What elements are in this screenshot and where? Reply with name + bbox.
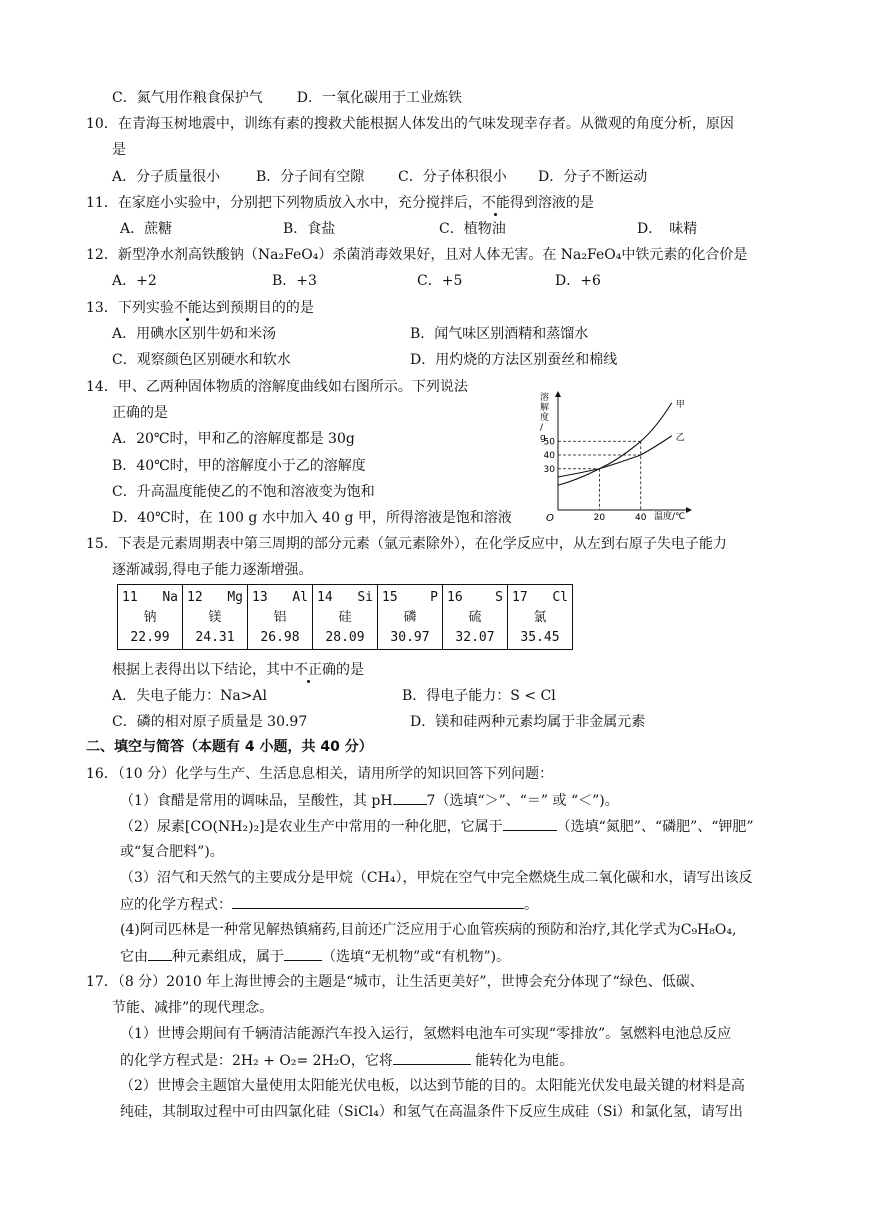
origin-label: O	[546, 513, 554, 524]
q12-stem	[86, 245, 747, 265]
element-mass: 30.97	[390, 630, 430, 645]
q10-option-a: A．分子质量很小	[112, 169, 221, 185]
element-name: 铝	[273, 610, 287, 625]
element-mass: 22.99	[130, 630, 170, 645]
q9-option-c: C．氮气用作粮食保护气	[112, 90, 263, 106]
q16-part2	[120, 816, 754, 837]
q11-stem-pre: 在家庭小实验中，分别把下列物质放入水中，充分搅拌后，	[117, 195, 482, 211]
y-tick-label-50: 50	[543, 437, 555, 448]
q16-part4-blank2[interactable]	[284, 946, 322, 961]
q16-part4-post: （选填“无机物”或“有机物”)。	[322, 949, 511, 965]
q11-stem-negation: 不能	[481, 195, 510, 211]
q14-stem-line1: 甲、乙两种固体物质的溶解度曲线如右图所示。下列说法	[117, 379, 468, 395]
element-cell-na	[118, 585, 183, 650]
q16-part3-line1: （3）沼气和天然气的主要成分是甲烷（CH₄），甲烷在空气中完全燃烧生成二氧化碳和水，请写出该反	[120, 870, 753, 886]
element-symbol: Al	[292, 590, 308, 605]
q16-part4-pre: 它由	[120, 949, 148, 965]
q16-part2-line2: 或“复合肥料”)。	[120, 844, 224, 860]
q12-number: 12．	[86, 247, 118, 263]
q15-number: 15．	[86, 536, 118, 552]
q16-part4-line2	[120, 946, 510, 967]
q14-option-c: C．升高温度能使乙的不饱和溶液变为饱和	[112, 484, 375, 500]
series-label-1: 乙	[675, 432, 685, 443]
q16-part3-blank[interactable]	[232, 894, 524, 909]
element-number-symbol	[248, 585, 312, 608]
q10-number: 10．	[86, 116, 118, 132]
element-number-symbol	[443, 585, 507, 608]
q10-stem-line2: 是	[112, 142, 126, 158]
element-number-symbol	[183, 585, 247, 608]
element-number: 14	[317, 590, 333, 605]
q13-option-b: B．闻气味区别酒精和蒸馏水	[410, 326, 589, 342]
element-number: 13	[252, 590, 268, 605]
q16-part4-line1: (4)阿司匹林是一种常见解热镇痛药,目前还广泛应用于心血管疾病的预防和治疗,其化学式为C₉H₈O₄,	[120, 922, 737, 938]
element-number-symbol	[313, 585, 377, 608]
q16-stem	[86, 764, 553, 784]
q12-option-c: C．+5	[417, 273, 463, 289]
element-symbol: P	[430, 590, 438, 605]
element-symbol: Si	[357, 590, 373, 605]
element-cell-cl	[508, 585, 573, 650]
series-line-1	[558, 436, 672, 477]
q14-number: 14．	[86, 379, 118, 395]
q14-option-a: A．20℃时，甲和乙的溶解度都是 30g	[112, 431, 355, 447]
q10-option-b: B．分子间有空隙	[256, 169, 365, 185]
q12-options	[112, 271, 601, 291]
element-mass: 24.31	[195, 630, 235, 645]
q10-option-d: D．分子不断运动	[538, 169, 648, 185]
element-number-symbol	[508, 585, 572, 608]
element-name: 硅	[338, 610, 352, 625]
q11-option-a: A．蔗糖	[120, 221, 173, 237]
element-mass: 35.45	[520, 630, 560, 645]
solubility-chart	[536, 388, 696, 528]
q13-number: 13．	[86, 300, 118, 316]
q16-part1-blank[interactable]	[393, 790, 427, 805]
q17-part1-line2	[120, 1050, 573, 1071]
series-label-0: 甲	[675, 399, 685, 410]
q17-stem	[86, 972, 704, 992]
q16-part1	[120, 790, 619, 811]
q16-part3-line2	[120, 894, 538, 915]
q11-stem-post: 得到溶液的是	[509, 195, 594, 211]
q17-number: 17．	[86, 974, 118, 990]
q13-option-a: A．用碘水区别牛奶和米汤	[112, 326, 277, 342]
q11-stem	[86, 193, 594, 213]
q16-part3-pre: 应的化学方程式：	[120, 897, 232, 913]
y-tick-label-30: 30	[543, 464, 555, 475]
element-number-symbol	[378, 585, 442, 608]
q11-option-d: D． 味精	[637, 221, 698, 237]
series-line-0	[558, 403, 672, 486]
element-number-symbol	[118, 585, 182, 608]
periodic-table-fragment	[117, 584, 573, 650]
q15-stem	[86, 534, 727, 554]
q13-stem	[86, 298, 314, 318]
q12-stem-text: 新型净水剂高铁酸钠（Na₂FeO₄）杀菌消毒效果好，且对人体无害。在 Na₂FeO₄中铁元素的化合价是	[117, 247, 748, 263]
q15-option-c: C．磷的相对原子质量是 30.97	[112, 714, 308, 730]
q10-options	[112, 167, 647, 187]
element-number: 17	[512, 590, 528, 605]
element-mass: 26.98	[260, 630, 300, 645]
element-mass: 28.09	[325, 630, 365, 645]
q16-stem-text: （10 分）化学与生产、生活息息相关，请用所学的知识回答下列问题：	[117, 766, 554, 782]
element-cell-s	[443, 585, 508, 650]
q16-part1-pre: （1）食醋是常用的调味品，呈酸性，其 pH	[120, 793, 393, 809]
q10-stem-line1: 在青海玉树地震中，训练有素的搜救犬能根据人体发出的气味发现幸存者。从微观的角度分析，原因	[117, 116, 734, 132]
q15-conclusion	[112, 660, 364, 680]
q15-option-b: B．得电子能力：S < Cl	[402, 688, 556, 704]
q17-part1-line1: （1）世博会期间有千辆清洁能源汽车投入运行，氢燃料电池车可实现“零排放”。氢燃料电池总反应	[120, 1026, 732, 1042]
q17-part1-blank[interactable]	[393, 1050, 471, 1065]
element-cell-si	[313, 585, 378, 650]
q16-part3-post: 。	[524, 897, 538, 913]
q13-option-c: C．观察颜色区别硬水和软水	[112, 352, 291, 368]
q17-stem-line1: （8 分）2010 年上海世博会的主题是“城市，让生活更美好”，世博会充分体现了“绿色、低碳、	[117, 974, 704, 990]
q15-conclusion-negation: 不正	[294, 662, 322, 678]
q13-options-row1	[112, 324, 588, 344]
q15-option-d: D．镁和硅两种元素均属于非金属元素	[410, 714, 646, 730]
element-name: 镁	[208, 610, 222, 625]
y-tick-label-40: 40	[543, 451, 555, 461]
q16-part2-pre: （2）尿素[CO(NH₂)₂]是农业生产中常用的一种化肥，它属于	[120, 819, 503, 835]
q13-options-row2	[112, 350, 617, 370]
element-number: 12	[187, 590, 203, 605]
q17-part1-pre: 的化学方程式是：2H₂ + O₂= 2H₂O，它将	[120, 1053, 393, 1069]
q16-part2-blank[interactable]	[503, 816, 557, 831]
q10-stem	[86, 114, 734, 134]
element-symbol: Mg	[227, 590, 243, 605]
q16-part4-blank1[interactable]	[148, 946, 172, 961]
element-cell-al	[248, 585, 313, 650]
q16-part1-post: 7（选填“＞”、“＝” 或 “＜”)。	[426, 793, 619, 809]
q12-option-d: D．+6	[555, 273, 601, 289]
q15-conclusion-post: 确的是	[322, 662, 364, 678]
q14-option-b: B．40℃时，甲的溶解度小于乙的溶解度	[112, 458, 366, 474]
q11-option-b: B．食盐	[283, 221, 336, 237]
element-number: 11	[122, 590, 138, 605]
q15-stem-line1: 下表是元素周期表中第三周期的部分元素（氩元素除外），在化学反应中，从左到右原子失电子能力	[117, 536, 727, 552]
q10-option-c: C．分子体积很小	[398, 169, 507, 185]
element-cell-mg	[183, 585, 248, 650]
q13-option-d: D．用灼烧的方法区别蚕丝和棉线	[410, 352, 618, 368]
element-mass: 32.07	[455, 630, 495, 645]
q16-part2-post: （选填“氮肥”、“磷肥”、“钾肥”	[556, 819, 754, 835]
q15-stem-line2: 逐渐减弱,得电子能力逐渐增强。	[112, 562, 313, 578]
element-number: 15	[382, 590, 398, 605]
element-name: 氯	[533, 610, 547, 625]
q9-options	[112, 88, 462, 108]
q17-part1-post: 能转化为电能。	[470, 1053, 574, 1069]
q11-options	[120, 219, 697, 239]
q15-conclusion-pre: 根据上表得出以下结论，其中	[112, 662, 294, 678]
x-axis-label: 温度/℃	[654, 512, 686, 522]
element-cell-p	[378, 585, 443, 650]
element-symbol: Cl	[552, 590, 568, 605]
q13-stem-post: 达到预期目的的是	[201, 300, 314, 316]
q14-option-d: D．40℃时，在 100 g 水中加入 40 g 甲，所得溶液是饱和溶液	[112, 510, 512, 526]
q15-option-a: A．失电子能力：Na>Al	[112, 688, 268, 704]
q16-number: 16．	[86, 766, 118, 782]
element-name: 钠	[143, 610, 157, 625]
q17-part2-line2: 纯硅，其制取过程中可由四氯化硅（SiCl₄）和氢气在高温条件下反应生成硅（Si）和氯化氢，请写出	[120, 1104, 743, 1120]
element-name: 硫	[468, 610, 482, 625]
element-name: 磷	[403, 610, 417, 625]
q11-number: 11．	[86, 195, 118, 211]
element-number: 16	[447, 590, 463, 605]
q11-option-c: C．植物油	[439, 221, 506, 237]
q9-option-d: D．一氧化碳用于工业炼铁	[296, 90, 462, 106]
q14-stem	[86, 377, 468, 397]
q17-part2-line1: （2）世博会主题馆大量使用太阳能光伏电板，以达到节能的目的。太阳能光伏发电最关键的材料是高	[120, 1078, 745, 1094]
q12-option-a: A．+2	[112, 273, 157, 289]
q16-part4-mid: 种元素组成，属于	[172, 949, 284, 965]
q12-option-b: B．+3	[272, 273, 317, 289]
x-tick-label-20: 20	[593, 513, 606, 523]
element-symbol: Na	[162, 590, 178, 605]
q15-options-row2	[112, 712, 645, 732]
q17-stem-line2: 节能、减排”的现代理念。	[112, 1000, 274, 1016]
q13-stem-pre: 下列实验	[117, 300, 174, 316]
x-tick-label-40: 40	[635, 513, 647, 523]
q15-options-row1	[112, 686, 556, 706]
q13-stem-negation: 不能	[173, 300, 202, 316]
element-symbol: S	[495, 590, 503, 605]
q14-stem-line2: 正确的是	[112, 405, 168, 421]
y-axis-label: 溶解度/ g	[540, 393, 550, 443]
section-2-heading: 二、填空与简答（本题有 4 小题，共 40 分）	[86, 739, 373, 755]
